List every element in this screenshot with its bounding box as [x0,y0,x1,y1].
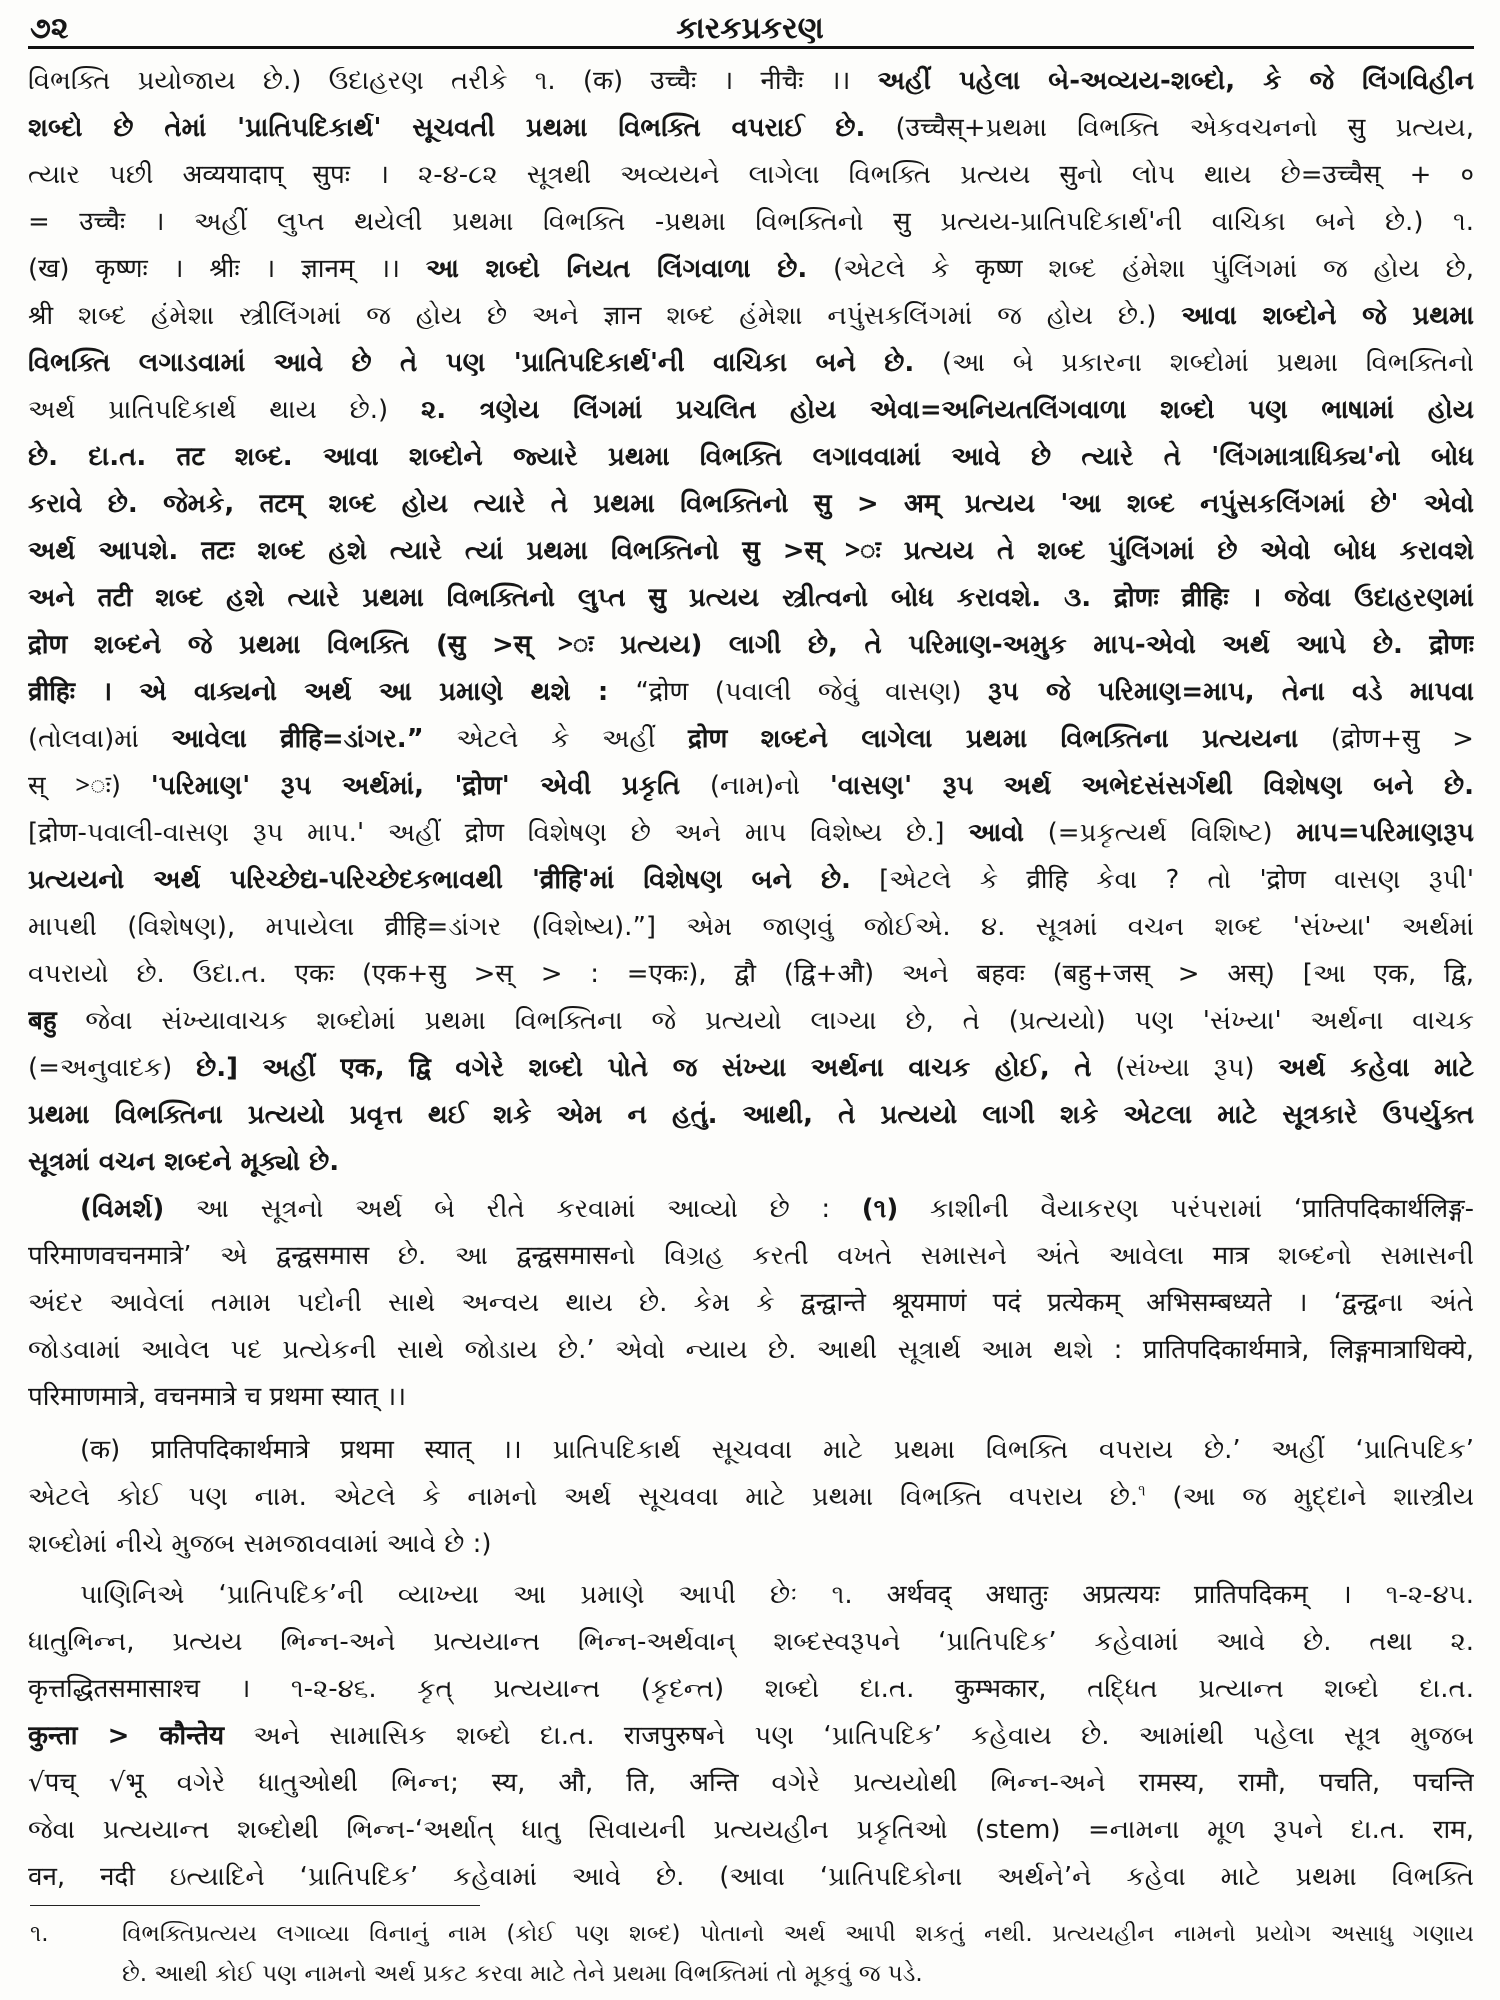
text-run: (क) प्रातिपदिकार्थमात्रे प्रथमा स्यात् ।। પ્રાતિપદિકાર્થ સૂચવવા માટે પ્રથમા વિભક્તિ વપરાય છે.’ અહીં ‘પ્રાતિપદિક’ [80,1435,1474,1465]
bold-text-run: અહીં પહેલા બે-અવ્યય-શબ્દો, કે જે લિંગવિહીન [877,66,1474,96]
text-run: [એટલે કે व्रीहि કેવા ? તો 'द्रोण વાસણ રૂપી' [850,865,1474,895]
text-run: श्री શબ્દ હંમેશા સ્ત્રીલિંગમાં જ હોય છે અને ज्ञान શબ્દ હંમેશા નપુંસકલિંગમાં જ હોય છે.) [28,301,1182,331]
text-run: ધાતુભિન્ન, પ્રત્યય ભિન્ન-અને પ્રત્યયાન્ત ભિન્ન-અર્થવાન્ શબ્દસ્વરૂપને ‘પ્રાતિપદિક’ કહેવામાં આવે છે. તથા ૨. [28,1627,1474,1657]
text-line [28,575,1474,622]
bold-text-run: છે.] અહીં एक, द्वि વગેરે શબ્દો પોતે જ સંખ્યા અર્થના વાચક હોઈ, તે [196,1053,1092,1083]
text-run: (द्रोण+सु > [1298,724,1474,754]
text-line [28,857,1474,904]
bold-text-run: શબ્દો છે તેમાં 'પ્રાતિપદિકાર્થ' સૂચવતી પ્રથમા વિભક્તિ વપરાઈ છે. [28,113,866,143]
bold-text-run: કરાવે છે. જેમકે, तटम् શબ્દ હોય ત્યારે તે પ્રથમા વિભક્તિનો सु > अम् પ્રત્યય 'આ શબ્દ નપુંસકલિંગમાં છે' એવો [28,489,1474,519]
text-run: परिमाणमात्रे, वचनमात्रे च प्रथमा स्यात् ।। [28,1382,407,1412]
footnote-marker: ૧. [30,1921,49,1947]
bold-text-run: व्रीहिः । એ વાક્યનો અર્થ આ પ્રમાણે થશે : [28,677,636,707]
text-line [28,199,1474,246]
text-line [28,1427,1474,1474]
bold-text-run: પ્રથમા વિભક્તિના પ્રત્યયો પ્રવૃત્ત થઈ શકે એમ ન હતું. આથી, તે પ્રત્યયો લાગી શકે એટલા માટે સૂત્રકારે ઉપર્યુક્ત [28,1100,1474,1130]
text-line [28,1521,1474,1568]
text-line [28,951,1474,998]
running-title: કારકપ્રકરણ [676,11,824,46]
bold-text-run: અર્થ કહેવા માટે [1278,1053,1474,1083]
paragraph [28,1427,1474,1568]
bold-text-run: बहु [28,1006,57,1036]
text-line [28,1139,1474,1186]
text-run: कृत्तद्धितसमासाश्च । ૧-૨-૪૬. કૃત્ પ્રત્યયાન્ત (કૃદન્ત) શબ્દો દા.ત. कुम्भकार, તદ્ધિત પ્રત્યાન્ત શબ્દો દા.ત. [28,1674,1474,1704]
bold-text-run: રૂપ જે પરિમાણ=માપ, તેના વડે માપવા [988,677,1474,707]
text-line [28,1186,1474,1233]
text-line [28,622,1474,669]
text-run: શબ્દોમાં નીચે મુજબ સમજાવવામાં આવે છે :) [28,1529,492,1559]
text-run: પાણિનિએ ‘પ્રાતિપદિક’ની વ્યાખ્યા આ પ્રમાણે આપી છેઃ ૧. अर्थवद् अधातुः अप्रत्ययः प्रातिपदिकम् । ૧-૨-૪૫. [80,1580,1474,1610]
text-run: કાશીની વૈયાકરણ પરંપરામાં ‘प्रातिपदिकार्थलिङ्ग- [898,1194,1474,1224]
bold-text-run: વિભક્તિ લગાડવામાં આવે છે તે પણ 'પ્રાતિપદિકાર્થ'ની વાચિકા બને છે. [28,348,915,378]
text-line [28,528,1474,575]
text-run: (આ બે પ્રકારના શબ્દોમાં પ્રથમા વિભક્તિનો [914,348,1474,378]
text-run: [द्रोण-પવાલી-વાસણ રૂપ માપ.' અહીં द्रोण વિશેષણ છે અને માપ વિશેષ્ય છે.] [28,818,969,848]
text-line [28,1760,1474,1807]
bold-text-run: આ શબ્દો નિયત લિંગવાળા છે. [425,254,808,284]
text-run: (उच्चैस्+પ્રથમા વિભક્તિ એકવચનનો सु પ્રત્યય, [865,113,1474,143]
text-line [28,810,1474,857]
text-run: જેવા સંખ્યાવાચક શબ્દોમાં પ્રથમા વિભક્તિના જે પ્રત્યયો લાગ્યા છે, તે (પ્રત્યયો) પણ 'સંખ્યા' અર્થના વાચક [56,1006,1474,1036]
text-run: એટલે કે અહીં [423,724,688,754]
text-run: (આ જ મુદ્દાને શાસ્ત્રીય [1145,1482,1474,1512]
footnote-text [122,1914,1474,1994]
text-run: (તોલવા)માં [28,724,172,754]
main-text [28,58,1474,1901]
text-run: અર્થ પ્રાતિપદિકાર્થ થાય છે.) [28,395,421,425]
text-line [28,1854,1474,1901]
text-run: √पच् √भू વગેરે ધાતુઓથી ભિન્ન; स्य, औ, ति, अन्ति વગેરે પ્રત્યયોથી ભિન્ન-અને रामस्य, रामौ, पचति, पचन्ति [28,1768,1474,1798]
bold-text-run: कुन्ता > कौन्तेय [28,1721,225,1751]
text-line [28,1045,1474,1092]
text-run: = उच्चैः । અહીં લુપ્ત થયેલી પ્રથમા વિભક્તિ -પ્રથમા વિભક્તિનો सु પ્રત્યય-પ્રાતિપદિકાર્થ'ની વાચિકા બને છે.) ૧. [28,207,1474,237]
bold-text-run: આવો [968,818,1024,848]
footnote-reference: ૧ [1138,1481,1146,1500]
paragraph [28,58,1474,1186]
text-line [28,1233,1474,1280]
bold-text-run: 'વાસણ' રૂપ અર્થ અભેદસંસર્ગથી વિશેષણ બને છે. [829,771,1474,801]
text-run: स् >ः) [28,771,151,801]
bold-text-run: છે. દા.ત. तट શબ્દ. આવા શબ્દોને જ્યારે પ્રથમા વિભક્તિ લગાવવામાં આવે છે ત્યારે તે 'લિંગમાત્રાધિક્ય'નો બોધ [28,442,1474,472]
paragraph [28,1572,1474,1901]
text-run: (નામ)નો [680,771,830,801]
text-run: (એટલે કે कृष्ण શબ્દ હંમેશા પુંલિંગમાં જ હોય છે, [807,254,1474,284]
page-number: ૭૨ [30,11,69,46]
footnote-line: વિભક્તિપ્રત્યય લગાવ્યા વિનાનું નામ (કોઈ પણ શબ્દ) પોતાનો અર્થ આપી શકતું નથી. પ્રત્યયહીન નામનો પ્રયોગ અસાધુ ગણાય [122,1921,1474,1947]
text-line [28,387,1474,434]
text-line [28,904,1474,951]
bold-text-run: द्रोण શબ્દને જે પ્રથમા વિભક્તિ (सु >स् >ः પ્રત્યય) લાગી છે, તે પરિમાણ-અમુક માપ-એવો અર્થ આપે છે. द्रोणः [28,630,1474,660]
text-line [28,1327,1474,1374]
text-line [28,246,1474,293]
bold-text-run: માપ=પરિમાણરૂપ [1296,818,1474,848]
bold-text-run: સૂત્રમાં વચન શબ્દને મૂક્યો છે. [28,1147,340,1177]
text-run: परिमाणवचनमात्रे’ એ द्वन्द्वसमास છે. આ द्वन्द्वसमासનો વિગ્રહ કરતી વખતે સમાસને અંતે આવેલા मात्र શબ્દનો સમાસની [28,1241,1474,1271]
text-run: જોડવામાં આવેલ પદ પ્રત્યેકની સાથે જોડાય છે.’ એવો ન્યાય છે. આથી સૂત્રાર્થ આમ થશે : प्रातिपदिकार्थमात्रे, लिङ्गमात्राधिक्ये, [28,1335,1474,1365]
text-line [28,716,1474,763]
bold-text-run: 'પરિમાણ' રૂપ અર્થમાં, 'द्रोण' એવી પ્રકૃતિ [150,771,681,801]
text-line [28,763,1474,810]
text-run: “द्रोण (પવાલી જેવું વાસણ) [635,677,989,707]
bold-text-run: અર્થ આપશે. तटः શબ્દ હશે ત્યારે ત્યાં પ્રથમા વિભક્તિનો सु >स् >ः પ્રત્યય તે શબ્દ પુંલિંગમાં છે એવો બોધ કરાવશે [28,536,1474,566]
text-run: वन, नदी ઇત્યાદિને ‘પ્રાતિપદિક’ કહેવામાં આવે છે. (આવા ‘પ્રાતિપદિકોના અર્થને’ને કહેવા માટે પ્રથમા વિભક્તિ [28,1862,1474,1892]
bold-text-run: द्रोण શબ્દને લાગેલા પ્રથમા વિભક્તિના પ્રત્યયના [687,724,1299,754]
bold-text-run: (૧) [861,1194,899,1224]
text-line [28,1713,1474,1760]
text-line [28,340,1474,387]
bold-text-run: અને तटी શબ્દ હશે ત્યારે પ્રથમા વિભક્તિનો લુપ્ત सु પ્રત્યય સ્ત્રીત્વનો બોધ કરાવશે. ૩. द्रोणः व्रीहिः । જેવા ઉદાહરણમાં [28,583,1474,613]
text-run: (સંખ્યા રૂપ) [1091,1053,1279,1083]
text-line [28,481,1474,528]
text-line [28,1280,1474,1327]
text-run: અને સામાસિક શબ્દો દા.ત. राजपुरुषને પણ ‘પ્રાતિપદિક’ કહેવાય છે. આમાંથી પહેલા સૂત્ર મુજબ [224,1721,1474,1751]
text-line [28,293,1474,340]
bold-text-run: ૨. ત્રણેય લિંગમાં પ્રચલિત હોય એવા=અનિયતલિંગવાળા શબ્દો પણ ભાષામાં હોય [420,395,1474,425]
header-rule [28,46,1474,49]
text-line [28,669,1474,716]
text-line [28,1474,1474,1521]
text-run: વિભક્તિ પ્રયોજાય છે.) ઉદાહરણ તરીકે ૧. (क) उच्चैः । नीचैः ।। [28,66,878,96]
text-line [28,1092,1474,1139]
paragraph [28,1186,1474,1421]
text-line [28,1666,1474,1713]
text-run: વપરાયો છે. ઉદા.ત. एकः (एक+सु >स् > : =एकः), द्वौ (द्वि+औ) અને बहवः (बहु+जस् > अस्) [આ एक, द्वि, [28,959,1474,989]
text-line [28,105,1474,152]
footnote-line: છે. આથી કોઈ પણ નામનો અર્થ પ્રકટ કરવા માટે તેને પ્રથમા વિભક્તિમાં તો મૂકવું જ પડે. [122,1961,923,1987]
text-line [28,58,1474,105]
text-run: (ख) कृष्णः । श्रीः । ज्ञानम् ।। [28,254,426,284]
footnote-rule [30,1905,480,1906]
text-run: અંદર આવેલાં તમામ પદોની સાથે અન્વય થાય છે. કેમ કે द्वन्द्वान्ते श्रूयमाणं पदं प्रत्येकम् अभिसम्बध्यते । ‘द्वन्द्वના અંતે [28,1288,1474,1318]
text-run: એટલે કોઈ પણ નામ. એટલે કે નામનો અર્થ સૂચવવા માટે પ્રથમા વિભક્તિ વપરાય છે. [28,1482,1139,1512]
text-run: (=પ્રકૃત્યર્થ વિશિષ્ટ) [1024,818,1297,848]
bold-text-run: (વિમર્શ) [80,1194,165,1224]
text-run: માપથી (વિશેષણ), મપાયેલા व्रीहि=ડાંગર (વિશેષ્ય).”] એમ જાણવું જોઈએ. ૪. સૂત્રમાં વચન શબ્દ 'સંખ્યા' અર્થમાં [28,912,1474,942]
text-line [28,1619,1474,1666]
text-line [28,1807,1474,1854]
text-line [28,1572,1474,1619]
text-line [28,152,1474,199]
text-line [28,434,1474,481]
bold-text-run: આવા શબ્દોને જે પ્રથમા [1181,301,1474,331]
text-run: જેવા પ્રત્યયાન્ત શબ્દોથી ભિન્ન-‘અર્થાત્ ધાતુ સિવાયની પ્રત્યયહીન પ્રકૃતિઓ (stem) =નામના મૂળ રૂપને દા.ત. राम, [28,1815,1474,1845]
bold-text-run: પ્રત્યયનો અર્થ પરિચ્છેદ્ય-પરિચ્છેદકભાવથી 'व्रीहि'માં વિશેષણ બને છે. [28,865,851,895]
text-line [28,998,1474,1045]
text-run: આ સૂત્રનો અર્થ બે રીતે કરવામાં આવ્યો છે : [164,1194,862,1224]
text-line [28,1374,1474,1421]
text-run: ત્યાર પછી अव्ययादाप् सुपः । ૨-૪-૮૨ સૂત્રથી અવ્યયને લાગેલા વિભક્તિ પ્રત્યય सुનો લોપ થાય છે=उच्चैस् + ० [28,160,1474,190]
bold-text-run: આવેલા व्रीहि=ડાંગર.” [171,724,424,754]
text-run: (=અનુવાદક) [28,1053,197,1083]
